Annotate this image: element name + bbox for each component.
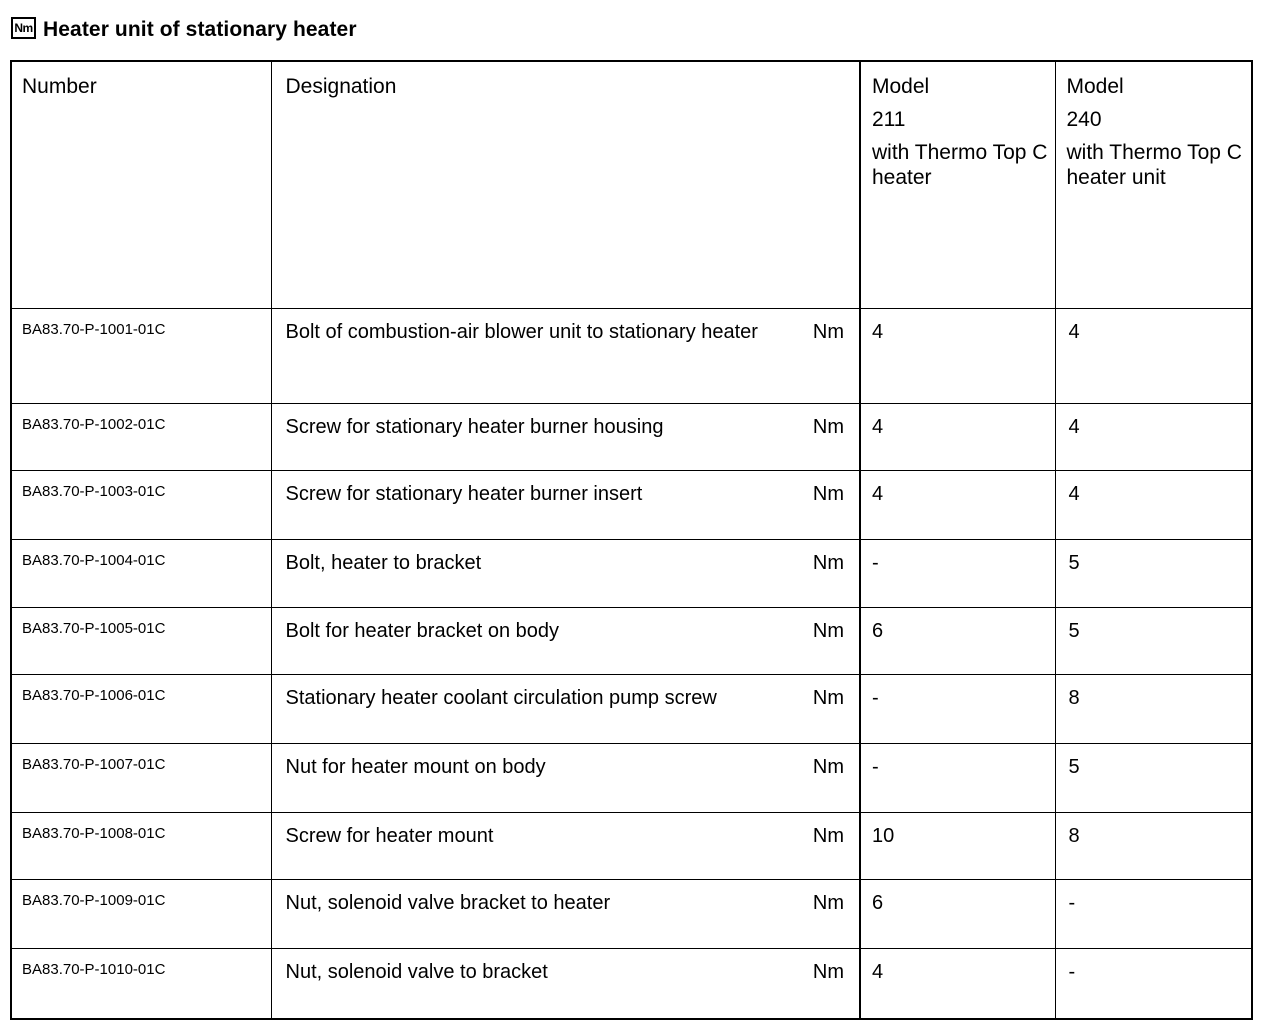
part-number: BA83.70-P-1002-01C — [11, 404, 271, 471]
designation-text: Nut, solenoid valve bracket to heater — [285, 892, 611, 914]
part-number: BA83.70-P-1010-01C — [11, 949, 271, 1019]
value-model-211: - — [860, 540, 1055, 608]
value-model-240: 5 — [1055, 540, 1252, 608]
designation-text: Bolt of combustion-air blower unit to stationary heater — [285, 321, 758, 343]
table-row — [11, 471, 1252, 540]
column-header-model-211 — [860, 61, 1055, 309]
value-model-240: - — [1055, 880, 1252, 949]
part-number: BA83.70-P-1007-01C — [11, 744, 271, 813]
value-model-211: 6 — [860, 880, 1055, 949]
unit-label: Nm — [812, 416, 844, 438]
designation-cell — [271, 675, 860, 744]
unit-label: Nm — [812, 825, 844, 847]
designation-cell — [271, 471, 860, 540]
torque-nm-icon: Nm — [11, 17, 36, 39]
model-label: Model — [1066, 75, 1124, 98]
unit-label: Nm — [812, 892, 844, 914]
part-number: BA83.70-P-1005-01C — [11, 608, 271, 675]
table-row — [11, 744, 1252, 813]
designation-cell — [271, 880, 860, 949]
table-row — [11, 404, 1252, 471]
model-number: 211 — [872, 108, 906, 131]
part-number: BA83.70-P-1009-01C — [11, 880, 271, 949]
designation-text: Screw for stationary heater burner insert — [285, 483, 643, 505]
designation-cell — [271, 540, 860, 608]
section-header — [11, 16, 357, 44]
page-title: Heater unit of stationary heater — [43, 18, 357, 41]
value-model-211: - — [860, 675, 1055, 744]
value-model-240: 8 — [1055, 813, 1252, 880]
designation-text: Bolt, heater to bracket — [285, 552, 482, 574]
value-model-240: 8 — [1055, 675, 1252, 744]
unit-label: Nm — [812, 756, 844, 778]
designation-cell — [271, 949, 860, 1019]
designation-text: Screw for heater mount — [285, 825, 494, 847]
part-number: BA83.70-P-1008-01C — [11, 813, 271, 880]
table-row — [11, 608, 1252, 675]
value-model-240: 4 — [1055, 309, 1252, 404]
designation-text: Nut, solenoid valve to bracket — [285, 961, 548, 983]
value-model-211: - — [860, 744, 1055, 813]
unit-label: Nm — [812, 552, 844, 574]
part-number: BA83.70-P-1004-01C — [11, 540, 271, 608]
table-row — [11, 813, 1252, 880]
value-model-240: 4 — [1055, 404, 1252, 471]
designation-cell — [271, 608, 860, 675]
designation-text: Stationary heater coolant circulation pump screw — [285, 687, 717, 709]
value-model-211: 4 — [860, 404, 1055, 471]
table-row — [11, 675, 1252, 744]
table-header-row — [11, 61, 1252, 309]
table-body — [11, 309, 1252, 1019]
table-row — [11, 949, 1252, 1019]
model-label: Model — [872, 75, 930, 98]
value-model-211: 4 — [860, 949, 1055, 1019]
designation-text: Screw for stationary heater burner housing — [285, 416, 664, 438]
designation-cell — [271, 309, 860, 404]
part-number: BA83.70-P-1006-01C — [11, 675, 271, 744]
unit-label: Nm — [812, 620, 844, 642]
unit-label: Nm — [812, 321, 844, 343]
designation-cell — [271, 744, 860, 813]
table-row — [11, 880, 1252, 949]
column-header-number: Number — [11, 61, 271, 309]
unit-label: Nm — [812, 483, 844, 505]
table-row — [11, 540, 1252, 608]
value-model-211: 10 — [860, 813, 1055, 880]
designation-cell — [271, 404, 860, 471]
value-model-240: - — [1055, 949, 1252, 1019]
value-model-211: 4 — [860, 309, 1055, 404]
value-model-240: 5 — [1055, 744, 1252, 813]
value-model-240: 4 — [1055, 471, 1252, 540]
value-model-211: 6 — [860, 608, 1055, 675]
part-number: BA83.70-P-1003-01C — [11, 471, 271, 540]
table-row — [11, 309, 1252, 404]
designation-cell — [271, 813, 860, 880]
designation-text: Nut for heater mount on body — [285, 756, 546, 778]
model-number: 240 — [1066, 108, 1102, 131]
value-model-240: 5 — [1055, 608, 1252, 675]
unit-label: Nm — [812, 961, 844, 983]
column-header-designation: Designation — [271, 61, 860, 309]
unit-label: Nm — [812, 687, 844, 709]
value-model-211: 4 — [860, 471, 1055, 540]
torque-spec-table — [10, 60, 1253, 1020]
model-description: with Thermo Top C heater — [872, 141, 1048, 189]
part-number: BA83.70-P-1001-01C — [11, 309, 271, 404]
designation-text: Bolt for heater bracket on body — [285, 620, 559, 642]
model-description: with Thermo Top C heater unit — [1066, 141, 1242, 189]
column-header-model-240 — [1055, 61, 1252, 309]
